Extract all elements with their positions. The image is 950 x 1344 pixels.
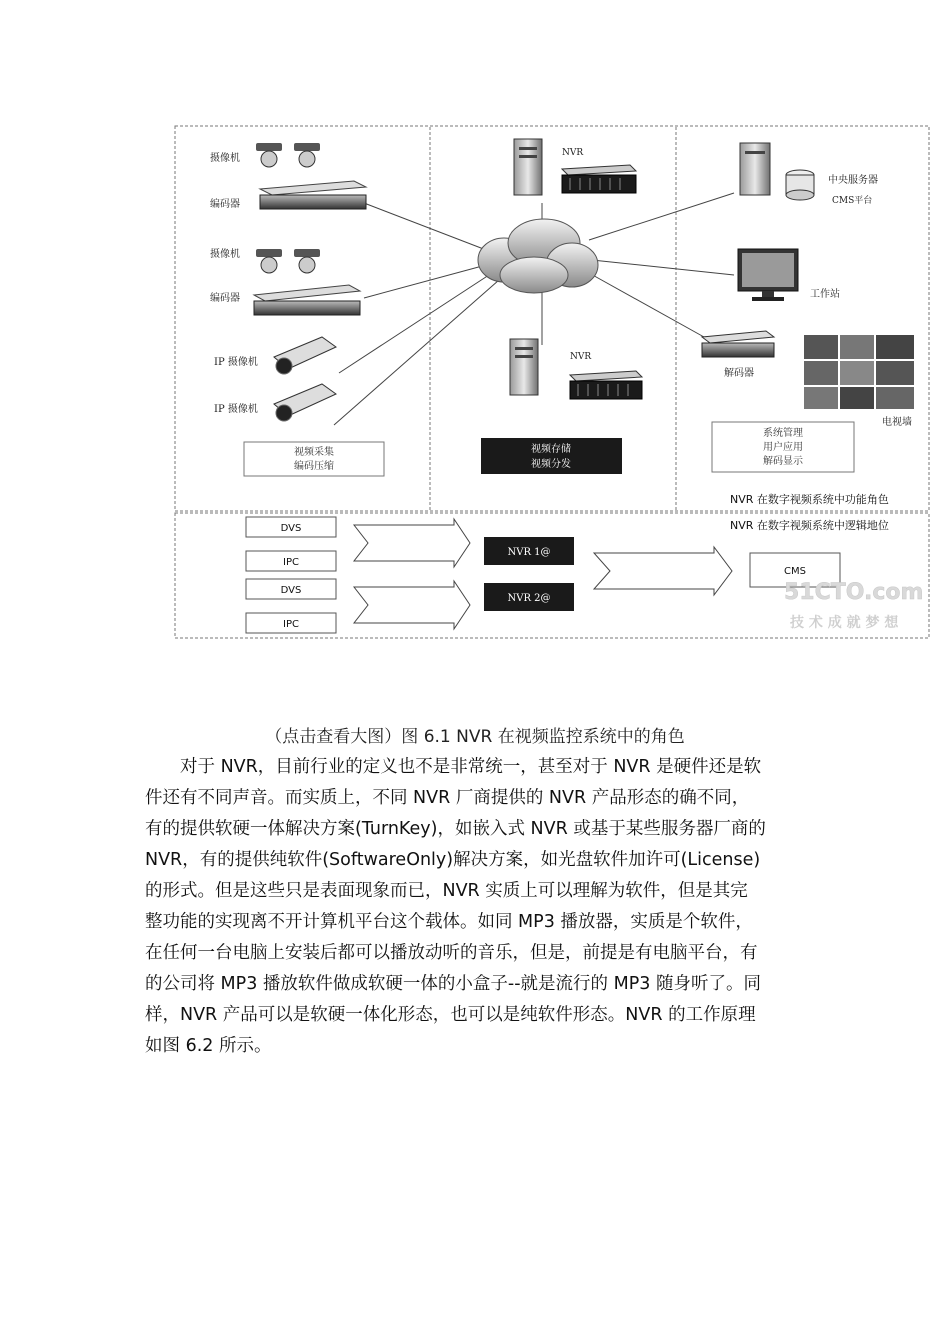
paragraph-line: 整功能的实现离不开计算机平台这个载体。如同 MP3 播放器，实质是个软件， — [145, 912, 753, 932]
tv-wall-icon — [804, 335, 914, 409]
central-server-icon — [740, 143, 814, 200]
paragraph-line: 的公司将 MP3 播放软件做成软硬一体的小盒子--就是流行的 MP3 随身听了。同 — [145, 974, 761, 994]
server-tower-icon — [514, 139, 542, 195]
ip-camera-icon — [274, 337, 336, 374]
capture-box-line-1: 视频采集 — [294, 447, 334, 458]
paragraph-line: 有的提供软硬一体解决方案(TurnKey)，如嵌入式 NVR 或基于某些服务器厂商的 — [145, 819, 766, 839]
encoder-label-1: 编码器 — [210, 199, 240, 210]
storage-array-icon — [570, 371, 642, 399]
input-label-ipc-1: IPC — [283, 557, 299, 568]
management-box-line-1: 系统管理 — [763, 428, 803, 439]
input-label-dvs-1: DVS — [280, 523, 302, 534]
nvr-label-bottom: NVR — [570, 352, 592, 362]
paragraph-line: 样，NVR 产品可以是软硬一体化形态，也可以是纯软件形态。NVR 的工作原理 — [145, 1005, 756, 1025]
nvr-2-label: NVR 2@ — [507, 593, 551, 604]
input-label-dvs-2: DVS — [280, 585, 302, 596]
ip-camera-label-2: IP 摄像机 — [214, 404, 258, 415]
nvr-1-label: NVR 1@ — [507, 547, 551, 558]
paragraph-line: NVR，有的提供纯软件(SoftwareOnly)解决方案，如光盘软件加许可(License) — [145, 850, 761, 870]
storage-box-line-1: 视频存储 — [531, 444, 571, 455]
central-server-label: 中央服务器 — [828, 175, 878, 186]
paragraph-line: 如图 6.2 所示。 — [145, 1036, 272, 1056]
watermark-brand: 51CTO.com — [784, 580, 924, 605]
workstation-monitor-icon — [738, 249, 798, 301]
input-label-ipc-2: IPC — [283, 619, 299, 630]
cms-label: CMS — [784, 566, 806, 577]
tv-wall-label: 电视墙 — [882, 417, 912, 428]
role-title: NVR 在数字视频系统中功能角色 — [730, 493, 889, 506]
paragraph-line: 件还有不同声音。而实质上，不同 NVR 厂商提供的 NVR 产品形态的确不同， — [145, 788, 750, 808]
server-tower-icon — [510, 339, 538, 395]
ptz-camera-icon — [256, 249, 320, 273]
encoder-device-icon — [260, 181, 366, 209]
body-paragraph — [145, 752, 807, 1062]
nvr-role-figure — [174, 125, 930, 640]
flow-arrow-3 — [594, 547, 732, 595]
ip-camera-icon — [274, 384, 336, 421]
ptz-camera-icon — [256, 143, 320, 167]
flow-arrow-2 — [354, 581, 470, 629]
capture-box-line-2: 编码压缩 — [294, 461, 334, 472]
encoder-label-2: 编码器 — [210, 293, 240, 304]
camera-label-2: 摄像机 — [210, 249, 240, 260]
position-title: NVR 在数字视频系统中逻辑地位 — [730, 519, 889, 532]
paragraph-line: 的形式。但是这些只是表面现象而已，NVR 实质上可以理解为软件，但是其完 — [145, 881, 748, 901]
management-box-line-3: 解码显示 — [763, 456, 803, 467]
network-cloud — [478, 219, 598, 293]
nvr-label-top: NVR — [562, 148, 584, 158]
figure-caption: （点击查看大图）图 6.1 NVR 在视频监控系统中的角色 — [265, 727, 685, 747]
decoder-label: 解码器 — [724, 368, 754, 379]
encoder-device-icon — [254, 285, 360, 315]
paragraph-line: 对于 NVR，目前行业的定义也不是非常统一，甚至对于 NVR 是硬件还是软 — [180, 757, 762, 777]
flow-arrow-1 — [354, 519, 470, 567]
cms-platform-label: CMS平台 — [832, 196, 873, 206]
camera-label-1: 摄像机 — [210, 153, 240, 164]
decoder-device-icon — [702, 331, 774, 357]
management-box-line-2: 用户应用 — [763, 442, 803, 453]
ip-camera-label-1: IP 摄像机 — [214, 357, 258, 368]
paragraph-line: 在任何一台电脑上安装后都可以播放动听的音乐，但是，前提是有电脑平台，有 — [145, 943, 758, 963]
storage-box-line-2: 视频分发 — [531, 459, 571, 470]
workstation-label: 工作站 — [810, 289, 840, 300]
watermark-slogan: 技 术 成 就 梦 想 — [790, 615, 899, 631]
storage-array-icon — [562, 165, 636, 193]
